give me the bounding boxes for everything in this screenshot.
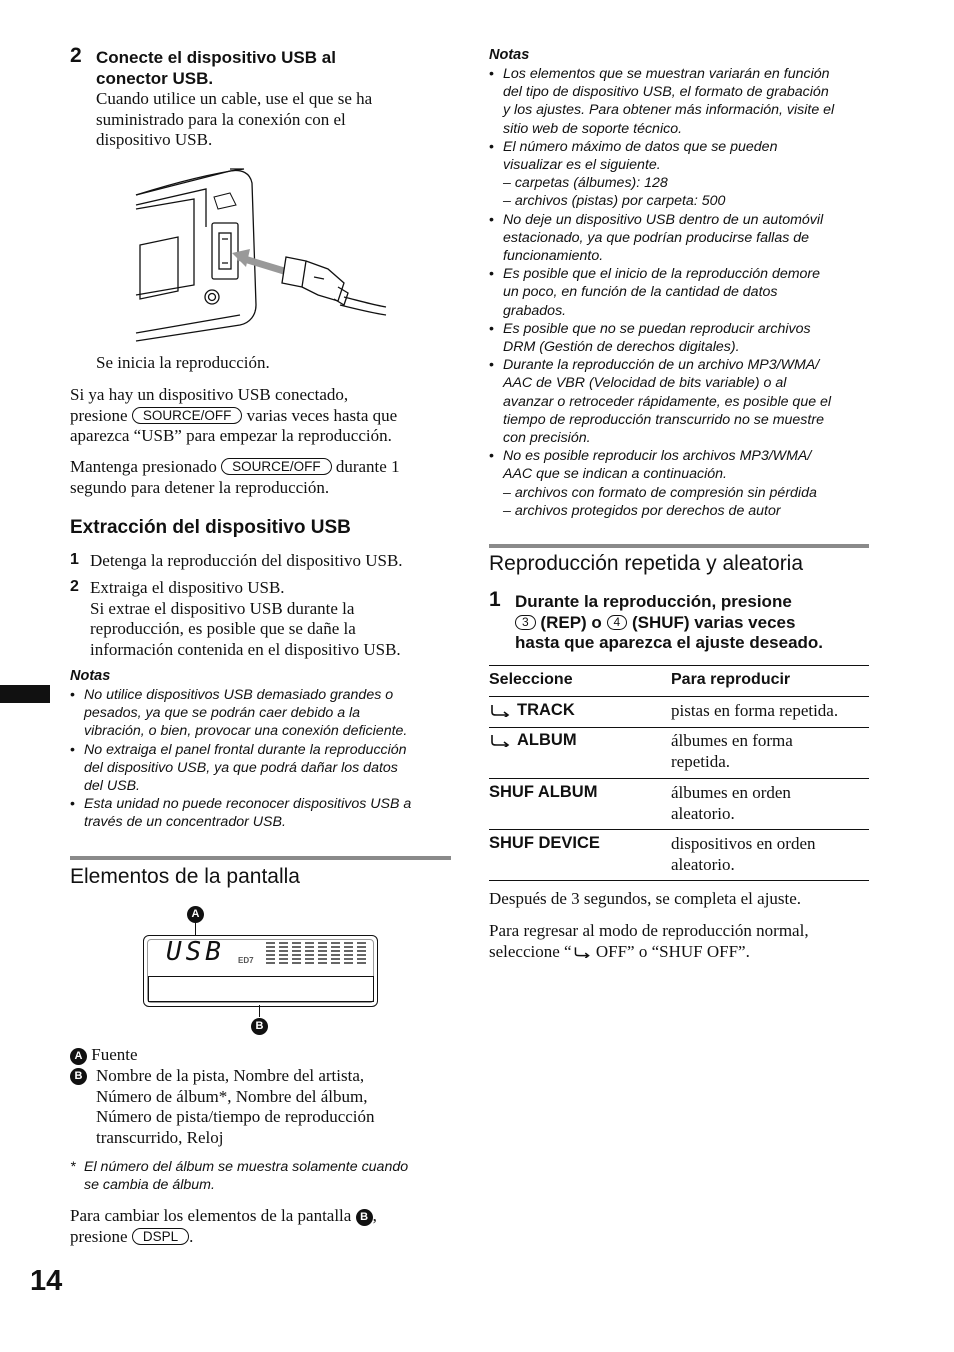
note-line: – archivos protegidos por derechos de autor (503, 502, 781, 519)
note-line: No deje un dispositivo USB dentro de un automóvil (503, 211, 824, 228)
note-line: AAC de VBR (Velocidad de bits variable) o al (503, 375, 787, 392)
step-line: hasta que aparezca el ajuste deseado. (515, 633, 824, 652)
segment-display (266, 940, 370, 964)
row-description (671, 731, 793, 772)
note-line: sitio web de soporte técnico. (503, 120, 683, 137)
table-top-rule (489, 665, 869, 666)
text: varias veces hasta que (246, 405, 398, 425)
legend-b-badge: B (70, 1068, 87, 1085)
legend-a (70, 1045, 138, 1066)
body-line: Para regresar al modo de reproducción normal, (489, 921, 809, 940)
note-line: AAC que se indican a continuación. (503, 466, 727, 483)
repeat-heading: Reproducción repetida y aleatoria (489, 552, 804, 575)
note-line: El número del álbum se muestra solamente cuando (84, 1159, 409, 1175)
desc-line: álbumes en forma (671, 731, 793, 750)
desc-line: aleatorio. (671, 803, 735, 823)
legend-b (70, 1066, 375, 1148)
desc-line: dispositivos en orden (671, 834, 816, 853)
dspl-key: DSPL (132, 1228, 189, 1245)
notes-heading: Notas (489, 47, 530, 63)
text: durante 1 (335, 457, 400, 476)
source-off-key: SOURCE/OFF (132, 407, 243, 424)
note-line: tiempo de reproducción transcurrido no se muestre (503, 411, 824, 428)
extraction-step-2 (90, 578, 401, 660)
note-line: El número máximo de datos que se pueden (503, 138, 778, 155)
repeat-icon (489, 703, 511, 717)
table-rule (489, 696, 869, 697)
note-item: • Es posible que el inicio de la reproducción demore un poco, en función de la cantidad de datos grabados. (503, 265, 873, 320)
text: Para cambiar los elementos de la pantalla (70, 1206, 352, 1225)
step-line: Durante la reproducción, presione (515, 592, 792, 611)
repeat-step (515, 592, 823, 654)
callout-a (187, 905, 204, 923)
body-line (489, 942, 809, 963)
body-line: información contenida en el dispositivo USB. (90, 639, 401, 659)
note-item: • Los elementos que se muestran variarán en función del tipo de dispositivo USB, el formato de grabación y los ajustes. Para obtener más información, visite el sitio web de soporte técnico. (503, 65, 873, 138)
note-line: con precisión. (503, 430, 591, 447)
note-line: través de un concentrador USB. (84, 814, 286, 831)
table-header-play: Para reproducir (671, 671, 791, 688)
playback-starts-text: Se inicia la reproducción. (96, 353, 270, 372)
body-line: reproducción, es posible que se dañe la (90, 619, 356, 638)
text: OFF” o “SHUF OFF”. (591, 941, 750, 961)
display-heading: Elementos de la pantalla (70, 865, 300, 888)
step-title-line: Conecte el dispositivo USB al (96, 48, 336, 67)
row-description (671, 783, 791, 824)
page-number: 14 (30, 1265, 63, 1297)
desc-line: aleatorio. (671, 854, 735, 874)
table-rule (489, 727, 869, 728)
section-rule (70, 856, 451, 860)
table-row: SHUF ALBUM (489, 783, 598, 801)
body-line: suministrado para la conexión con el (96, 109, 346, 129)
note-line: Los elementos que se muestran variarán en función (503, 66, 830, 82)
body-line: Si extrae el dispositivo USB durante la (90, 598, 355, 618)
note-item: • No extraiga el panel frontal durante la reproducción del dispositivo USB, ya que podrá dañar los datos del USB. (84, 741, 454, 796)
note-line: se cambia de álbum. (84, 1177, 215, 1194)
body-line: Número de pista/tiempo de reproducción (96, 1107, 375, 1126)
text: , (372, 1206, 377, 1225)
right-notes (489, 65, 873, 520)
note-item: • Es posible que no se puedan reproducir archivos DRM (Gestión de derechos digitales). (503, 320, 873, 356)
note-item: • No utilice dispositivos USB demasiado grandes o pesados, ya que se podrán caer debido a la vibración, o bien, provocar una conexión deficiente. (84, 686, 454, 741)
key-4: 4 (607, 615, 628, 630)
repeat-icon (573, 945, 591, 958)
note-item: • Esta unidad no puede reconocer dispositivos USB a través de un concentrador USB. (84, 795, 454, 831)
note-line: avanzar o retroceder rápidamente, es posible que el (503, 393, 832, 410)
callout-b-badge: B (251, 1018, 268, 1035)
body-line: Nombre de la pista, Nombre del artista, (96, 1066, 365, 1085)
note-line: un poco, en función de la cantidad de datos (503, 284, 778, 301)
step-line (515, 613, 823, 634)
paragraph-hold (70, 457, 460, 498)
extraction-heading: Extracción del dispositivo USB (70, 517, 351, 538)
source-off-key: SOURCE/OFF (221, 458, 332, 475)
section-rule (489, 544, 869, 548)
return-normal-paragraph (489, 921, 809, 962)
badge-b: B (356, 1209, 373, 1226)
paragraph-usb-connected (70, 385, 460, 447)
setting-complete-text: Después de 3 segundos, se completa el ajuste. (489, 889, 802, 908)
display-small-label: ED7 (238, 956, 254, 965)
note-line: grabados. (503, 302, 567, 319)
note-line: visualizar es el siguiente. (503, 157, 661, 174)
legend-a-badge: A (70, 1048, 87, 1065)
row-select: ALBUM (517, 731, 577, 749)
note-line: – archivos con formato de compresión sin pérdida (503, 484, 817, 501)
note-line: DRM (Gestión de derechos digitales). (503, 339, 740, 356)
change-display-paragraph (70, 1206, 460, 1247)
note-line: funcionamiento. (503, 248, 604, 265)
note-line: No extraiga el panel frontal durante la reproducción (84, 741, 407, 758)
text: . (189, 1226, 194, 1246)
body-line: Cuando utilice un cable, use el que se ha (96, 89, 373, 108)
table-row: SHUF DEVICE (489, 834, 600, 852)
body-line: segundo para detener la reproducción. (70, 477, 330, 497)
extraction-notes (70, 686, 454, 832)
body-line (70, 1206, 460, 1227)
display-panel (143, 935, 378, 1007)
body-line: dispositivo USB. (96, 130, 213, 149)
note-line: vibración, o bien, provocar una conexión deficiente. (84, 723, 408, 740)
note-line: del tipo de dispositivo USB, el formato de grabación (503, 84, 829, 101)
body-line: Extraiga el dispositivo USB. (90, 578, 285, 597)
body-line: aparezca “USB” para empezar la reproducción. (70, 426, 392, 445)
step-number: 1 (70, 551, 79, 568)
note-line: Esta unidad no puede reconocer dispositivos USB a (84, 796, 412, 813)
body-line (70, 457, 460, 478)
table-rule (489, 778, 869, 779)
note-item: • No deje un dispositivo USB dentro de un automóvil estacionado, ya que podrían producirse fallas de funcionamiento. (503, 211, 873, 266)
step-body (96, 89, 372, 151)
callout-b (251, 1017, 268, 1035)
text: presione (70, 1226, 128, 1246)
row-description (671, 834, 816, 875)
key-3: 3 (515, 615, 536, 630)
note-item: • El número máximo de datos que se pueden visualizar es el siguiente. – carpetas (álbumes): 128 – archivos (pistas) por carpeta: 500 (503, 138, 873, 211)
table-row (489, 731, 577, 750)
note-line: – carpetas (álbumes): 128 (503, 175, 668, 192)
usb-connection-illustration (134, 165, 389, 343)
body-line (70, 1227, 460, 1248)
desc-line: repetida. (671, 751, 730, 771)
body-line: Si ya hay un dispositivo USB conectado, (70, 385, 349, 404)
note-line: No utilice dispositivos USB demasiado grandes o (84, 687, 394, 703)
callout-a-line (195, 922, 196, 936)
note-line: estacionado, ya que podrían producirse fallas de (503, 229, 810, 246)
text: presione (70, 405, 128, 425)
note-item: • No es posible reproducir los archivos MP3/WMA/ AAC que se indican a continuación. – archivos con formato de compresión sin pérdida – archivos protegidos por derechos de autor (503, 447, 873, 520)
step-number: 2 (70, 578, 79, 595)
step-title-line: conector USB. (96, 68, 214, 88)
step-title (96, 48, 336, 89)
note-line: – archivos (pistas) por carpeta: 500 (503, 193, 726, 210)
footnote (84, 1158, 408, 1194)
repeat-icon (489, 733, 511, 747)
step-number: 1 (489, 588, 501, 611)
table-rule (489, 829, 869, 830)
note-line: pesados, ya que se podrán caer debido a la (84, 705, 361, 722)
source-display-text: USB (166, 937, 225, 967)
note-line: Es posible que el inicio de la reproducción demore (503, 266, 821, 283)
callout-b-line (259, 1005, 260, 1017)
table-bottom-rule (489, 880, 869, 881)
note-line: Es posible que no se puedan reproducir archivos (503, 320, 811, 337)
text: (REP) o (540, 612, 602, 632)
text: (SHUF) varias veces (631, 612, 796, 632)
callout-a-badge: A (187, 906, 204, 923)
legend-a-text: Fuente (91, 1045, 138, 1064)
note-line: del USB. (84, 778, 140, 795)
table-header-select: Seleccione (489, 671, 573, 688)
body-line (70, 406, 460, 427)
note-item: • Durante la reproducción de un archivo MP3/WMA/ AAC de VBR (Velocidad de bits variable) o al avanzar o retroceder rápidamente, es posible que el tiempo de reproducción transcurrido no se muestre con precisión. (503, 356, 873, 447)
note-line: y los ajustes. Para obtener más información, visite el (503, 102, 835, 119)
text-display-area (148, 976, 374, 1002)
notes-heading: Notas (70, 668, 111, 684)
text: seleccione “ (489, 941, 572, 961)
body-line: Número de álbum*, Nombre del álbum, (96, 1086, 368, 1106)
note-line: del dispositivo USB, ya que podrá dañar los datos (84, 759, 398, 776)
table-row (489, 701, 575, 720)
row-select: TRACK (517, 701, 575, 719)
note-line: Durante la reproducción de un archivo MP3/WMA/ (503, 357, 820, 374)
side-tab (0, 685, 50, 703)
note-line: No es posible reproducir los archivos MP3/WMA/ (503, 448, 812, 465)
extraction-step-1: Detenga la reproducción del dispositivo USB. (90, 551, 403, 570)
step-number: 2 (70, 44, 82, 67)
body-line: transcurrido, Reloj (96, 1127, 224, 1147)
desc-line: álbumes en orden (671, 783, 791, 802)
text: Mantenga presionado (70, 457, 217, 476)
footnote-mark: * (70, 1159, 76, 1175)
row-description: pistas en forma repetida. (671, 701, 839, 720)
